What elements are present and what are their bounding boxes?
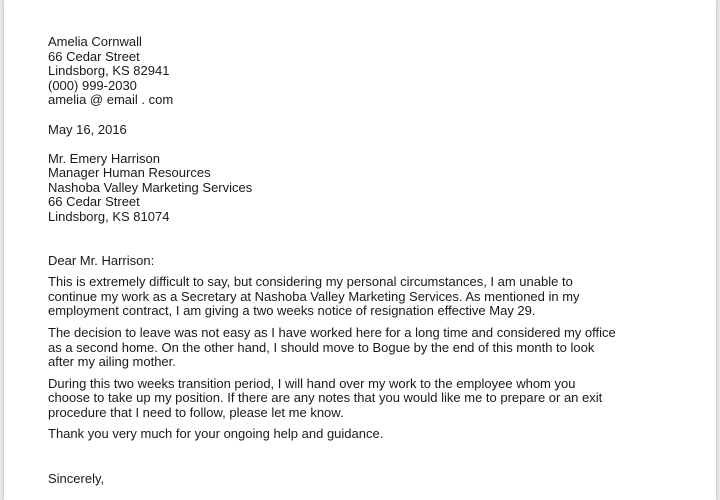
recipient-address-block: [48, 152, 668, 225]
closing-text: Sincerely,: [48, 471, 105, 487]
paragraph-line: as a second home. On the other hand, I should move to Bogue by the end of this month to look: [48, 339, 595, 355]
document-page: [4, 0, 716, 500]
paragraph-4: [48, 427, 668, 442]
recipient-name: Mr. Emery Harrison: [48, 150, 160, 166]
recipient-street: 66 Cedar Street: [48, 194, 140, 210]
letter-body: [48, 35, 668, 487]
paragraph-line: choose to take up my position. If there are any notes that you would like me to prepare or an exit: [48, 390, 603, 406]
paragraph-line: During this two weeks transition period, I will hand over my work to the employee whom you: [48, 375, 576, 391]
sender-city: Lindsborg, KS 82941: [48, 63, 170, 79]
closing: [48, 472, 668, 487]
paragraph-line: Thank you very much for your ongoing help and guidance.: [48, 426, 384, 442]
paragraph-1: [48, 275, 668, 319]
sender-street: 66 Cedar Street: [48, 48, 140, 64]
paragraph-line: continue my work as a Secretary at Nashoba Valley Marketing Services. As mentioned in my: [48, 288, 580, 304]
recipient-company: Nashoba Valley Marketing Services: [48, 179, 253, 195]
paragraph-line: This is extremely difficult to say, but considering my personal circumstances, I am unable to: [48, 274, 573, 290]
paragraph-3: [48, 377, 668, 421]
paragraph-2: [48, 326, 668, 370]
letter-date: May 16, 2016: [48, 121, 127, 137]
sender-name: Amelia Cornwall: [48, 34, 142, 49]
paragraph-line: employment contract, I am giving a two weeks notice of resignation effective May 29.: [48, 303, 536, 319]
paragraph-line: procedure that I need to follow, please let me know.: [48, 404, 344, 420]
sender-phone: (000) 999-2030: [48, 77, 137, 93]
sender-email: amelia @ email . com: [48, 92, 174, 108]
paragraph-line: after my ailing mother.: [48, 354, 176, 370]
recipient-title: Manager Human Resources: [48, 165, 211, 181]
paragraph-line: The decision to leave was not easy as I have worked here for a long time and considered my office: [48, 324, 616, 340]
sender-address-block: [48, 35, 668, 108]
recipient-city: Lindsborg, KS 81074: [48, 208, 170, 224]
salutation: [48, 254, 668, 269]
letter-date-block: [48, 123, 668, 138]
salutation-text: Dear Mr. Harrison:: [48, 252, 155, 268]
